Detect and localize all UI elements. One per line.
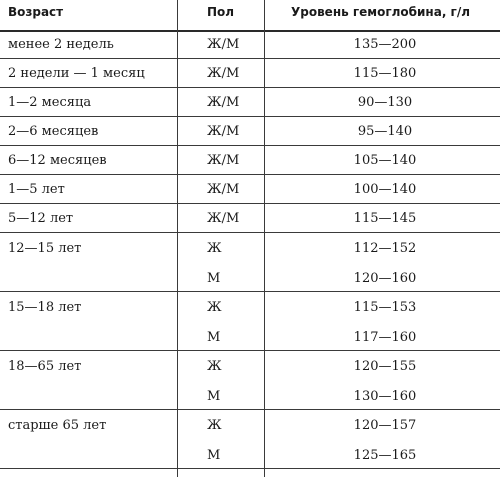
age-cell: старше 65 лет — [8, 418, 107, 433]
age-cell: 5—12 лет — [8, 211, 74, 226]
sex-cell: Ж/М — [207, 66, 240, 81]
sex-cell: Ж/М — [207, 182, 240, 197]
table-row — [0, 204, 500, 233]
sex-cell: М — [207, 388, 221, 404]
table-row — [0, 233, 500, 292]
sex-cell: Ж/М — [207, 153, 240, 168]
sex-cell: Ж/М — [207, 124, 240, 139]
age-cell: 1—5 лет — [8, 182, 65, 197]
hemoglobin-value-cell: 120—155 — [353, 359, 417, 374]
hemoglobin-value-cell: 95—140 — [357, 124, 413, 139]
hemoglobin-value-cell: 130—160 — [353, 388, 417, 404]
age-cell: 6—12 месяцев — [8, 153, 107, 168]
table-row — [0, 175, 500, 204]
table-row — [0, 146, 500, 175]
table-row — [0, 117, 500, 146]
sex-cell: Ж/М — [207, 211, 240, 226]
hemoglobin-value-cell: 125—165 — [353, 447, 417, 463]
hemoglobin-value-cell: 115—153 — [353, 300, 417, 315]
age-cell: 2—6 месяцев — [8, 124, 99, 139]
table-row — [0, 410, 500, 469]
hemoglobin-value-cell: 115—180 — [353, 66, 417, 81]
table-row — [0, 88, 500, 117]
hemoglobin-value-cell: 90—130 — [357, 95, 413, 110]
table-row — [0, 30, 500, 59]
age-cell: 2 недели — 1 месяц — [8, 66, 145, 81]
sex-cell: Ж — [207, 241, 222, 256]
sex-cell: М — [207, 329, 221, 345]
hemoglobin-value-cell: 105—140 — [353, 153, 417, 168]
age-cell: менее 2 недель — [8, 37, 114, 52]
header-level: Уровень гемоглобина, г/л — [291, 5, 470, 19]
sex-cell: Ж/М — [207, 37, 240, 52]
hemoglobin-value-cell: 120—157 — [353, 418, 417, 433]
table-row — [0, 292, 500, 351]
header-sex: Пол — [207, 5, 235, 19]
age-cell: 15—18 лет — [8, 300, 82, 315]
hemoglobin-value-cell: 112—152 — [353, 241, 417, 256]
hemoglobin-value-cell: 115—145 — [353, 211, 417, 226]
sex-cell: Ж — [207, 359, 222, 374]
sex-cell: Ж — [207, 418, 222, 433]
sex-cell: М — [207, 447, 221, 463]
table-row — [0, 351, 500, 410]
table-row — [0, 59, 500, 88]
table-header — [0, 0, 500, 32]
sex-cell: Ж — [207, 300, 222, 315]
age-cell: 18—65 лет — [8, 359, 82, 374]
hemoglobin-value-cell: 100—140 — [353, 182, 417, 197]
hemoglobin-value-cell: 120—160 — [353, 270, 417, 286]
hemoglobin-value-cell: 135—200 — [353, 37, 417, 52]
hemoglobin-value-cell: 117—160 — [353, 329, 417, 345]
sex-cell: Ж/М — [207, 95, 240, 110]
age-cell: 12—15 лет — [8, 241, 82, 256]
sex-cell: М — [207, 270, 221, 286]
age-cell: 1—2 месяца — [8, 95, 92, 110]
header-age: Возраст — [8, 5, 64, 19]
